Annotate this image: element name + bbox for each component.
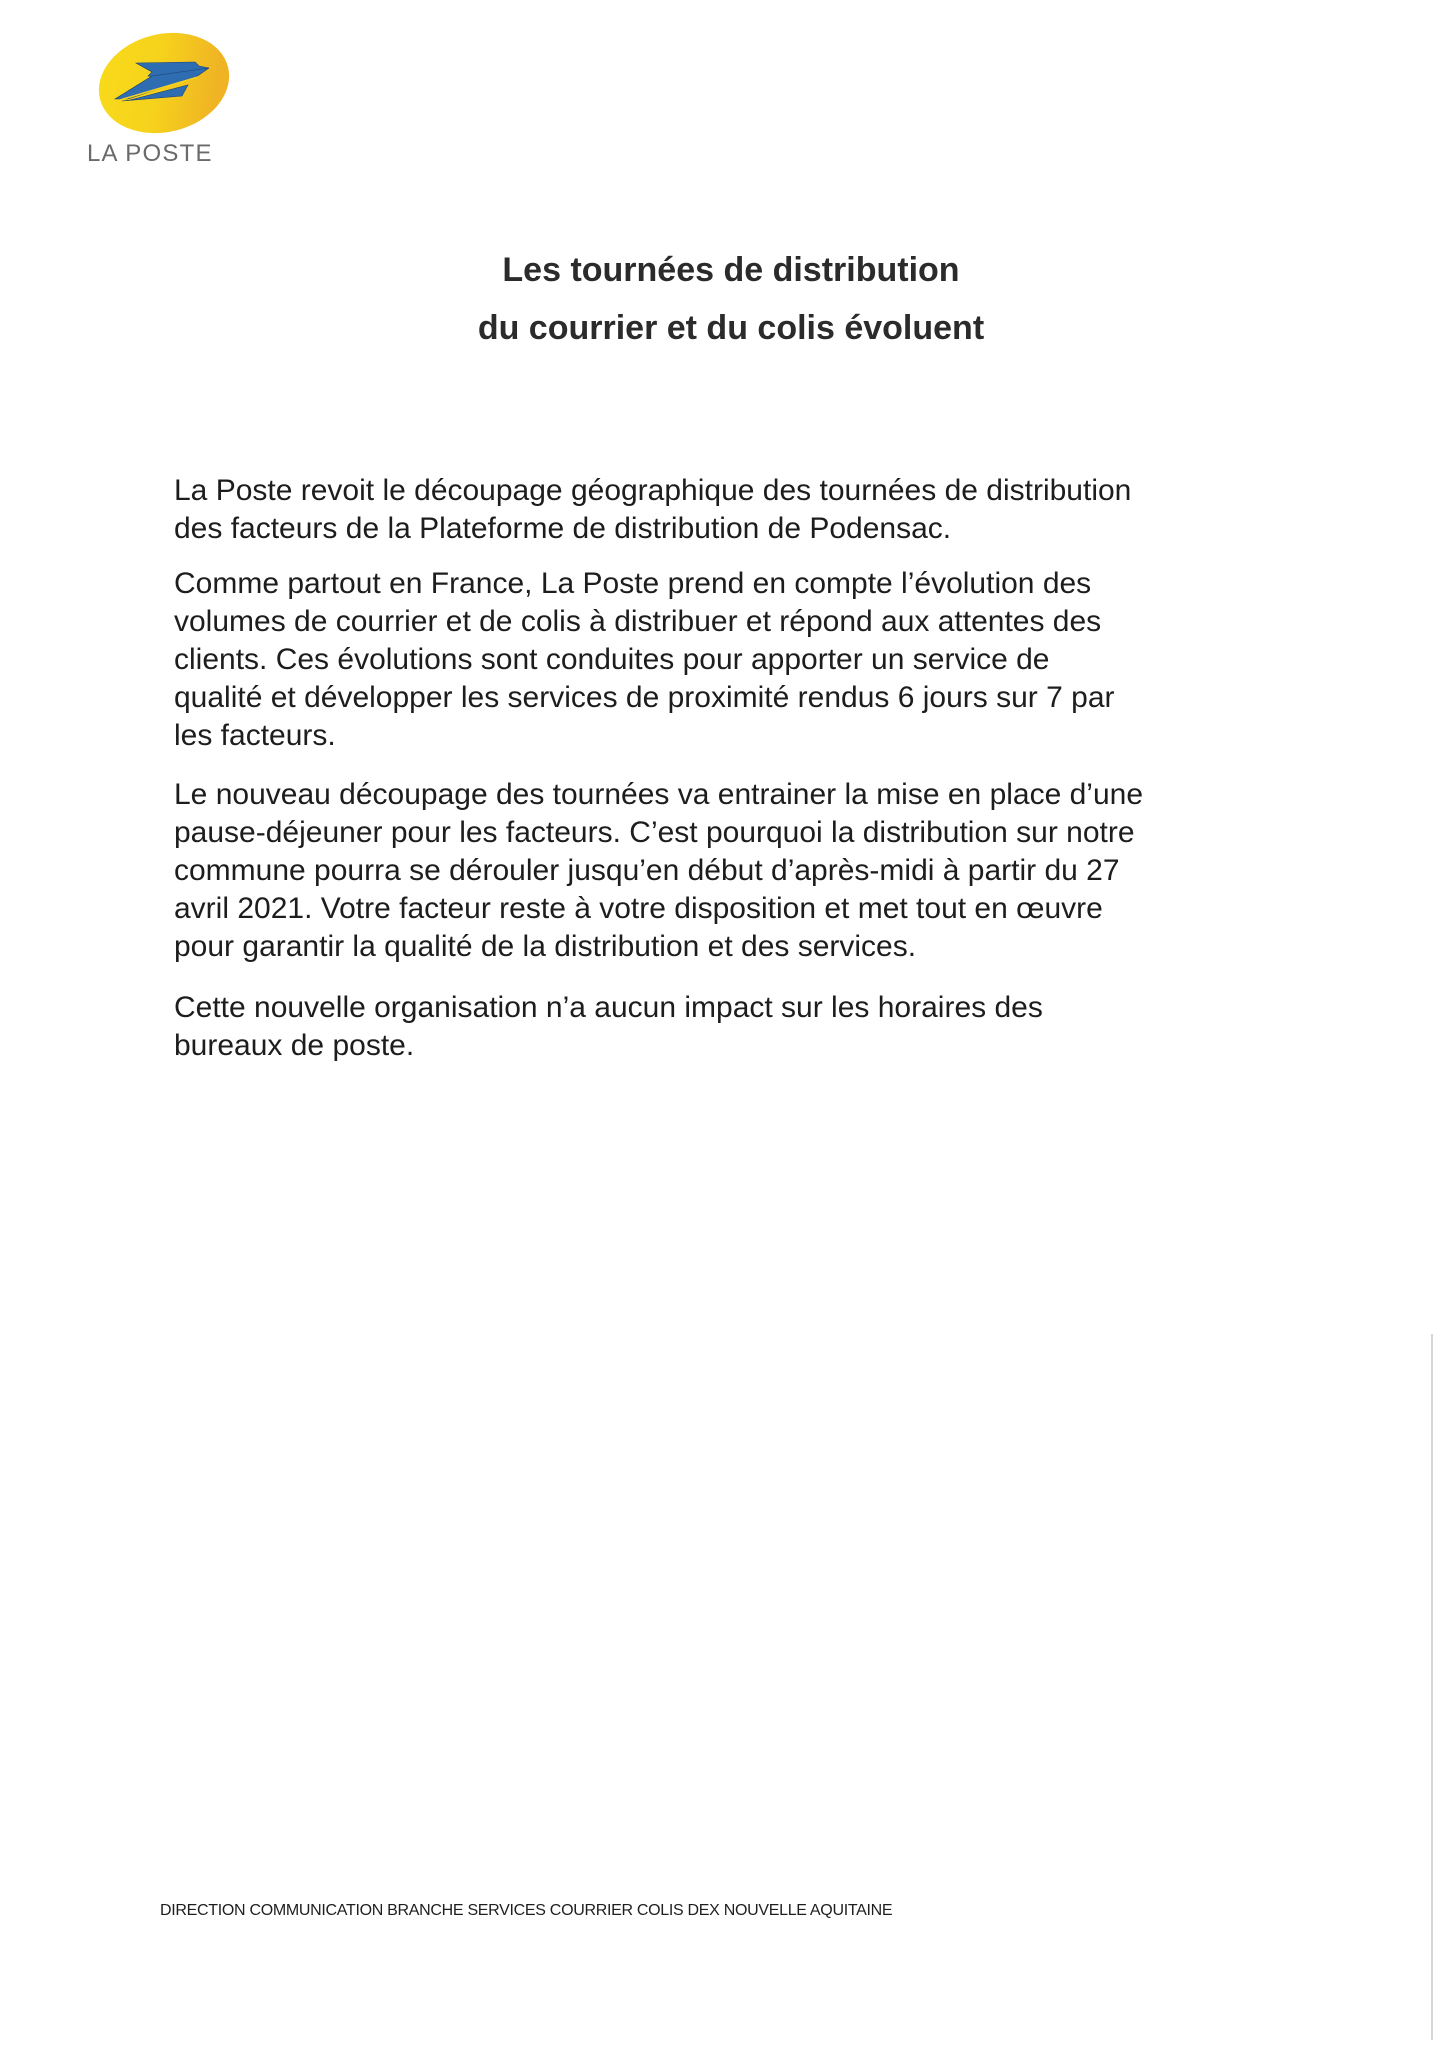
paragraph-4 (174, 989, 1314, 1065)
footer-department: DIRECTION COMMUNICATION BRANCHE SERVICES COURRIER COLIS DEX NOUVELLE AQUITAINE (160, 1902, 893, 1919)
text-line: Cette nouvelle organisation n’a aucun impact sur les horaires des (174, 991, 1043, 1024)
scan-edge-line (1431, 1334, 1433, 2040)
text-line: qualité et développer les services de proximité rendus 6 jours sur 7 par (174, 681, 1115, 714)
text-line: Le nouveau découpage des tournées va entrainer la mise en place d’une (174, 778, 1144, 811)
document-title-line-1: Les tournées de distribution (502, 251, 960, 289)
text-line: clients. Ces évolutions sont conduites pour apporter un service de (174, 643, 1050, 676)
paragraph-3 (174, 776, 1314, 966)
la-poste-logo (84, 28, 244, 168)
text-line: Comme partout en France, La Poste prend en compte l’évolution des (174, 567, 1092, 600)
paragraph-1 (174, 472, 1314, 548)
text-line: pause-déjeuner pour les facteurs. C’est pourquoi la distribution sur notre (174, 816, 1135, 849)
text-line: La Poste revoit le découpage géographique des tournées de distribution (174, 474, 1132, 507)
paragraph-2 (174, 565, 1314, 755)
text-line: les facteurs. (174, 719, 336, 752)
text-line: des facteurs de la Plateforme de distribution de Podensac. (174, 512, 952, 545)
la-poste-wordmark: LA POSTE (87, 140, 213, 167)
text-line: bureaux de poste. (174, 1029, 415, 1062)
document-title-line-2: du courrier et du colis évoluent (477, 309, 985, 347)
text-line: volumes de courrier et de colis à distribuer et répond aux attentes des (174, 605, 1102, 638)
text-line: commune pourra se dérouler jusqu’en début d’après-midi à partir du 27 (174, 854, 1120, 887)
text-line: avril 2021. Votre facteur reste à votre disposition et met tout en œuvre (174, 892, 1103, 925)
text-line: pour garantir la qualité de la distribution et des services. (174, 930, 917, 963)
la-poste-bird-icon (96, 30, 232, 136)
